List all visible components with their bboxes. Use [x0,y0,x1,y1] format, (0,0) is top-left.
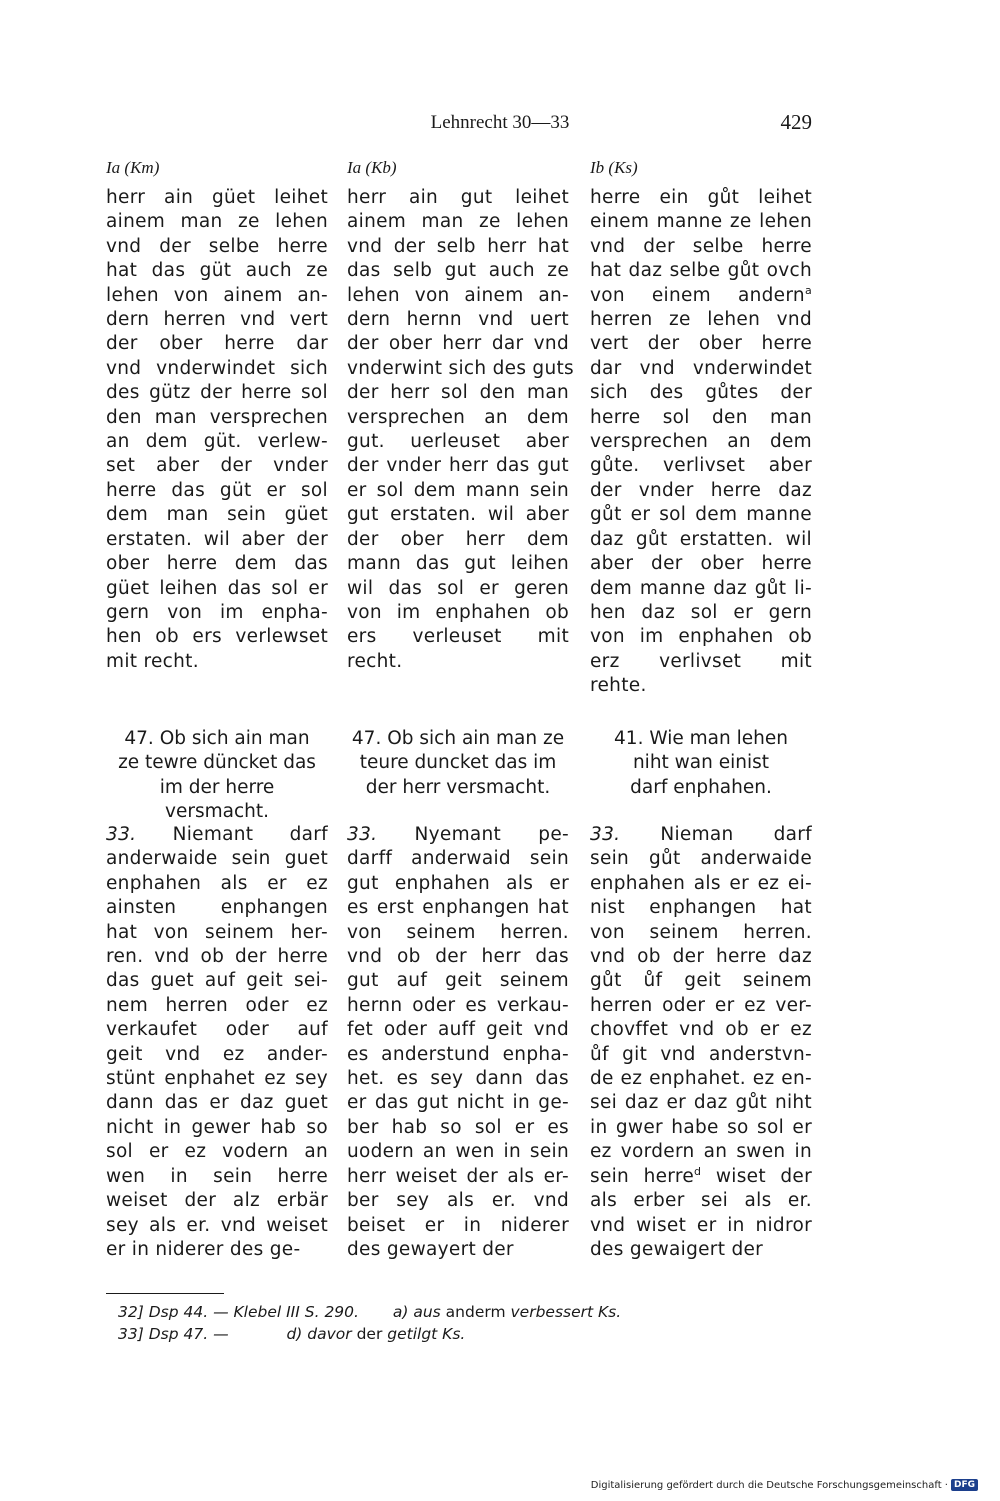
text-line: vnd der selbe herre [590,235,812,257]
text-line: chovffet vnd ob er ez [590,1019,812,1041]
text-line: wil das sol er geren [347,577,569,599]
text-line: gut. uerleuset aber [347,431,569,453]
footnote-word: anderm [445,1303,506,1321]
text-line: enphahen als er ez ei- [590,872,812,894]
chapter-text [590,823,812,1262]
footnote-ref: 32] [118,1303,144,1321]
text-line: nist enphangen hat [590,897,812,919]
text-line: gut enphahen als er [347,872,569,894]
text-line: gut erstaten. wil aber [347,504,569,526]
text-line: herren oder er ez ver- [590,994,812,1016]
text-line: herr weiset der als er- [347,1165,569,1187]
text-line: sey als er. vnd weiset [106,1214,328,1236]
column-ia-kb [347,0,574,674]
text-line: herre sol den man [590,406,812,428]
heading-line: 41. Wie man lehen [614,728,788,749]
text-line: enphahen als er ez [106,872,328,894]
text-line: ers verleuset mit [347,626,569,648]
footnote-note-rest: getilgt Ks. [387,1325,466,1343]
text-line: von seinem herren. [347,921,569,943]
dfg-logo-icon: DFG [951,1479,978,1491]
footnote-note-rest: verbessert Ks. [510,1303,622,1321]
text-line: dem man sein güet [106,504,328,526]
text-line: ainem man ze lehen [347,211,569,233]
text-line: den man versprechen [106,406,328,428]
text-line: in gwer habe so sol er [590,1116,812,1138]
text-line: hat das güt auch ze [106,260,328,282]
text-line: hernn oder es verkau- [347,994,569,1016]
text-line: vnd ob der herre daz [590,946,812,968]
text-line: vnd der selb herr hat [347,235,569,257]
text-line: er sol dem mann sein [347,479,569,501]
text-line: het. es sey dann das [347,1068,569,1090]
text-line: erz verlivset mit [590,650,812,672]
text-line: er das gut nicht in ge- [347,1092,569,1114]
text-line: es anderstund enpha- [347,1043,569,1065]
footnote-ref: 33] [118,1325,144,1343]
text-line: gůt er sol dem manne [590,504,812,526]
chapter-heading [590,727,812,800]
text-line: mit recht. [106,650,199,672]
text-line: ber hab so sol er es [347,1116,569,1138]
text-line: gůt ůf geit seinem [590,970,812,992]
footnote-line [118,1301,621,1323]
text-line: vnd wiset er in nidror [590,1214,812,1236]
text-line: gern von im enpha- [106,601,328,623]
text-line: uodern an wen in sein [347,1141,569,1163]
text-line: hen daz sol er gern [590,601,812,623]
text-line: herre das güt er sol [106,479,328,501]
text-line: an dem güt. verlew- [106,431,328,453]
text-line: de ez enphahet. ez en- [590,1068,812,1090]
siglum: Ib (Ks) [590,158,638,177]
text-line: es erst enphangen hat [347,897,569,919]
text-line: vert der ober herre [590,333,812,355]
text-line: dann das er daz guet [106,1092,328,1114]
heading-line: 47. Ob sich ain man ze [351,728,565,749]
text-line: dern herren vnd vert [106,309,328,331]
text-line: set aber der vnder [106,455,328,477]
footnote-rule [106,1293,224,1294]
text-line: dar vnd vnderwindet [590,357,812,379]
column-text [590,186,812,699]
text-line: des gewayert der [347,1238,514,1260]
text-line: anderwaide sein guet [106,848,328,870]
heading-line: versmacht. [165,801,269,823]
text-line: herr ain gut leihet [347,187,569,208]
text-line: herr ain güet leihet [106,187,328,208]
heading-line: darf enphahen. [630,776,772,798]
text-line: darff anderwaid sein [347,848,569,870]
paragraph-number: 33. [590,824,621,845]
text-line: rehte. [590,675,647,697]
text-line: des gütz der herre sol [106,382,328,404]
footnote-line [118,1323,621,1345]
text-line: sein gůt anderwaide [590,848,812,870]
text-line: der ober herr dar vnd [347,333,569,355]
text-line: vnd ob der herr das [347,946,569,968]
text-line: das guet auf geit sei- [106,970,328,992]
column-ia-km [106,0,328,674]
text-line: der ober herr dem [347,528,569,550]
chapter-heading [347,727,569,800]
text-line: nicht in gewer hab so [106,1116,328,1138]
text-line: der vnder herre daz [590,479,812,501]
text-line: der vnder herr das gut [347,455,569,477]
text-line: vnd der selbe herre [106,235,328,257]
heading-line: teure duncket das im [359,752,557,774]
text-line: der ober herre dar [106,333,328,355]
text-line: ainsten enphangen [106,897,328,919]
siglum: Ia (Km) [106,158,160,177]
text-line: vnd vnderwindet sich [106,357,328,379]
text-line: sich des gůtes der [590,382,812,404]
text-line: lehen von ainem an- [106,284,328,306]
footnote-note: d) davor [286,1325,352,1343]
chapter-heading [106,727,328,825]
text-line: mann das gut leihen [347,553,569,575]
heading-line: im der herre [159,776,275,798]
credit-text: Digitalisierung gefördert durch die Deutsche Forschungsgemeinschaft · [590,1479,948,1491]
footnote-text: Dsp 47. — [148,1325,229,1343]
text-line: das selb gut auch ze [347,260,569,282]
text-line: ober herre dem das [106,553,328,575]
text-line: sei daz er daz gůt niht [590,1092,812,1114]
text-line: ren. vnd ob der herre [106,946,328,968]
paragraph-number: 33. [347,824,378,845]
heading-line: niht wan einist [632,752,770,774]
text-line: als erber sei als er. [590,1190,812,1212]
text-line: verkaufet oder auf [106,1019,328,1041]
text-line: herre ein gůt leihet [590,187,812,208]
heading-line: der herr versmacht. [365,776,551,798]
text-line: daz gůt erstatten. wil [590,528,812,550]
text-line: ainem man ze lehen [106,211,328,233]
column-ib-ks [590,0,812,699]
text-line: güet leihen das sol er [106,577,328,599]
heading-line: ze tewre düncket das [118,752,316,774]
footnotes [118,1301,621,1345]
text-line: erstaten. wil aber der [106,528,328,550]
running-head: Lehnrecht 30—33 [430,112,570,133]
text-line: 33. Nyemant pe- [347,824,569,845]
text-line: beiset er in niderer [347,1214,569,1236]
text-line: von seinem herren. [590,921,812,943]
text-line: dem manne daz gůt li- [590,577,812,599]
text-line: von im enphahen ob [590,626,812,648]
paragraph-number: 33. [106,824,137,845]
footnote-marker: d [694,1164,702,1178]
text-line: sein herre$^d$ wiset der [590,1164,812,1187]
text-line: hat daz selbe gůt ovch [590,260,812,282]
text-line: gůte. verlivset aber [590,455,812,477]
siglum: Ia (Kb) [347,158,397,177]
text-line: hen ob ers verlewset [106,626,328,648]
text-line: wen in sein herre [106,1165,328,1187]
text-line: versprechen an dem [590,431,812,453]
text-line: ber sey als er. vnd [347,1190,569,1212]
footnote-note: a) aus [392,1303,441,1321]
text-line: 33. Niemant darf [106,824,328,845]
text-line: der herr sol den man [347,382,569,404]
text-line: ůf git vnd anderstvn- [590,1043,812,1065]
text-line: geit vnd ez ander- [106,1043,328,1065]
chapter-text [347,823,569,1262]
text-line: lehen von ainem an- [347,284,569,306]
text-line: hat von seinem her- [106,921,328,943]
text-line: weiset der alz erbär [106,1190,328,1212]
page-number: 429 [780,110,812,134]
footnote-marker: a [804,283,812,297]
text-line: 33. Nieman darf [590,824,812,845]
text-line: versprechen an dem [347,406,569,428]
text-line: herren ze lehen vnd [590,309,812,331]
text-line: gut auf geit seinem [347,970,569,992]
text-line: ez vordern an swen in [590,1141,812,1163]
footnote-text: Dsp 44. — Klebel III S. 290. [148,1303,359,1321]
text-line: stünt enphahet ez sey [106,1068,328,1090]
digitization-credit [591,1479,978,1491]
text-line: aber der ober herre [590,553,812,575]
text-line: fet oder auff geit vnd [347,1019,569,1041]
chapter-text [106,823,328,1262]
text-line: dern hernn vnd uert [347,309,569,331]
text-line: von einem andern$^a$ [590,283,812,306]
text-line: vnderwint sich des guts [347,357,574,379]
text-line: einem manne ze lehen [590,211,812,233]
text-line: des gewaigert der [590,1238,764,1260]
text-line: recht. [347,650,403,672]
column-text [106,186,328,674]
heading-line: 47. Ob sich ain man [124,728,310,749]
text-line: von im enphahen ob [347,601,569,623]
text-line: nem herren oder ez [106,994,328,1016]
text-line: sol er ez vodern an [106,1141,328,1163]
text-line: er in niderer des ge- [106,1238,301,1260]
column-text [347,186,574,674]
footnote-word: der [356,1325,383,1343]
